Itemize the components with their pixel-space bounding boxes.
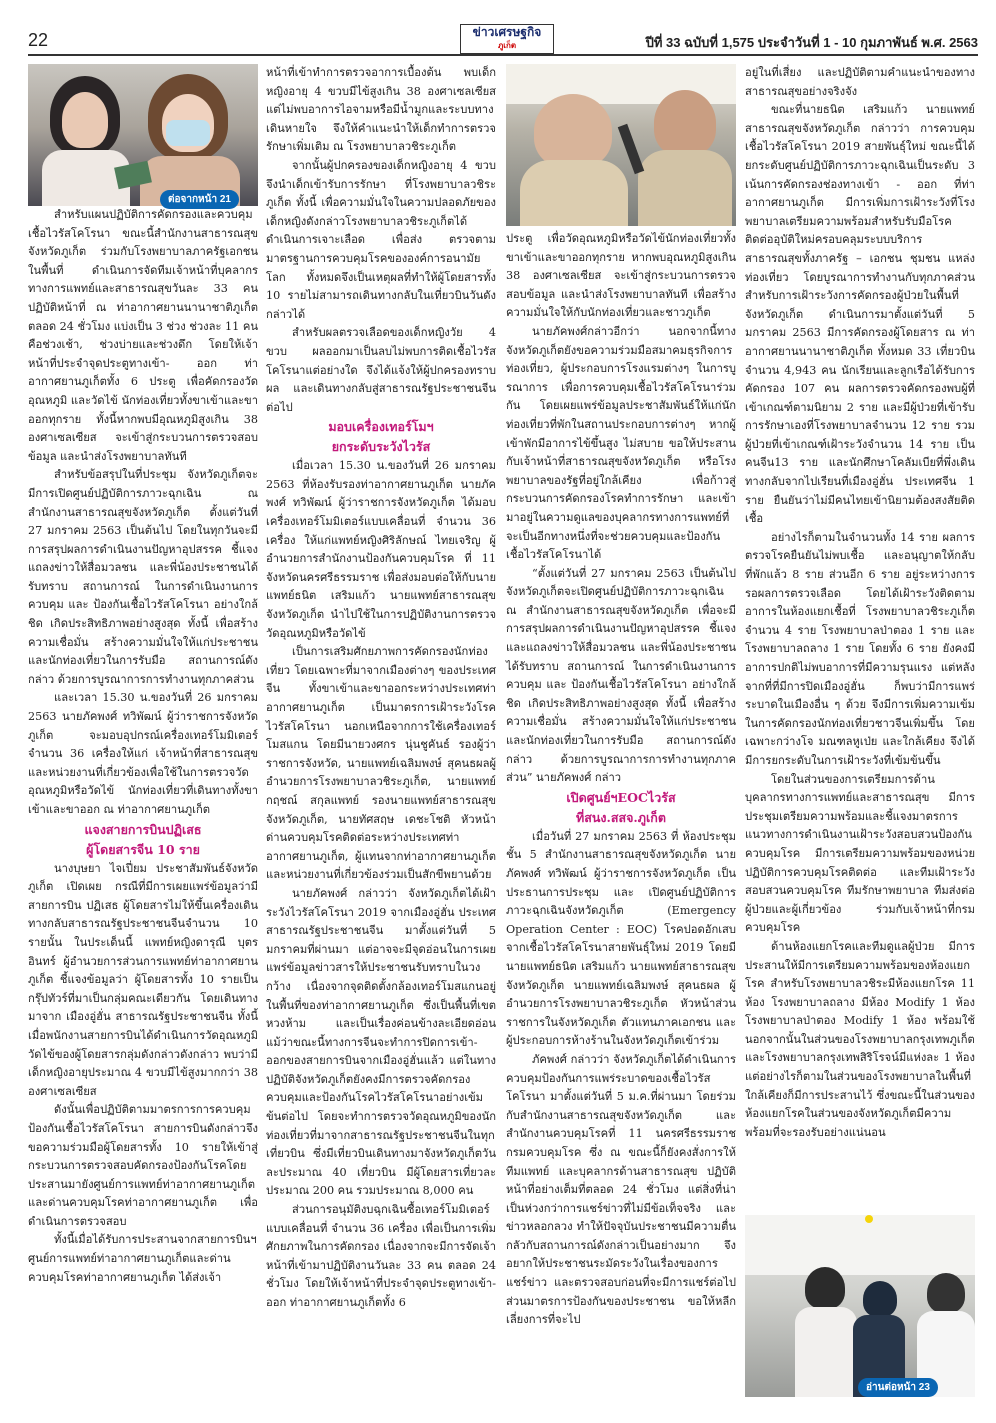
paragraph: สำหรับข้อสรุปในที่ประชุม จังหวัดภูเก็ตจะมีการเปิดศูนย์ปฏิบัติการภาวะฉุกเฉิน ณ สำนักงานสาธารณสุขจังหวัดภูเก็ต ตั้งแต่วันที่ 27 มกราคม 2563 เป็นต้นไป โดยในทุกวันจะมีการสรุปผลการดำเนินงานปัญหาอุปสรรค ชี้แจงแถลงข่าวให้สื่อมวลชน และพี่น้องประชาชนได้รับทราบ สถานการณ์ ในการดำเนินงานการควบคุม และ ป้องกันเชื้อไวรัสโคโรนา อย่างใกล้ชิด เกิดประสิทธิภาพอย่างสูงสุด ทั้งนี้ เพื่อสร้างความเชื่อมั่น สร้างความมั่นใจให้แก่ประชาชน และนักท่องเที่ยวในการรับมือ สถานการณ์ดังกล่าว ด้วยการบูรณาการการทำงานทุกภาคส่วน xyxy=(28,468,258,686)
paragraph: สำหรับแผนปฏิบัติการคัดกรองและควบคุมเชื้อไวรัสโคโรนา ขณะนี้สำนักงานสาธารณสุขจังหวัดภูเก็ต ร่วมกับโรงพยาบาลภาครัฐเอกชนในพื้นที่ ดำเนินการจัดทีมเจ้าหน้าที่บุคลากรทางการแพทย์และสาธารณสุขวันละ 33 คนปฏิบัติหน้าที่ ณ ท่าอากาศยานนานาชาติภูเก็ต ตลอด 24 ชั่วโมง แบ่งเป็น 3 ช่วง ช่วงละ 11 คน คือช่วงเช้า, ช่วงบ่ายและช่วงดึก โดยให้เจ้าหน้าที่ประจำจุดประตูทางเข้า- ออก ท่าอากาศยานภูเก็ตทั้ง 6 ประตู เพื่อคัดกรองวัดอุณหภูมิ และวัดไข้ นักท่องเที่ยวทั้งขาเข้าและขาออกทุกราย ทั้งนี้หากพบมีอุณหภูมิสูงเกิน 38 องศาเซลเซียส จะเข้าสู่กระบวนการตรวจสอบข้อมูล และนำส่งโรงพยาบาลทันที xyxy=(28,208,258,463)
subheading-eoc: เปิดศูนย์ฯEOCไวรัส ที่สนง.สสจ.ภูเก็ต xyxy=(566,789,676,825)
article-column-3 xyxy=(506,230,736,1330)
paragraph: ภัคพงศ์ กล่าวว่า จังหวัดภูเก็ตได้ดำเนินการควบคุมป้องกันการแพร่ระบาดของเชื้อไวรัสโคโรนา มาตั้งแต่วันที่ 5 ม.ค.ที่ผ่านมา โดยร่วมกับสำนักงานสาธารณสุขจังหวัดภูเก็ต และสำนักงานควบคุมโรคที่ 11 นครศรีธรรมราช กรมควบคุมโรค ซึ่ง ณ ขณะนี้ก็ยังคงสั่งการให้ทีมแพทย์ และบุคลากรด้านสาธารณสุข ปฏิบัติหน้าที่อย่างเต็มที่ตลอด 24 ชั่วโมง แต่สิ่งที่น่าเป็นห่วงกว่าการแชร์ข่าวที่ไม่มีข้อเท็จจริง และข่าวหลอกลวง ทำให้ปัจจุบันประชาชนมีความตื่นกลัวกับสถานการณ์ดังกล่าวเป็นอย่างมาก จึงอยากให้ประชาชนระมัดระวังในเรื่องของการแชร์ข่าว และตรวจสอบก่อนที่จะมีการแชร์ต่อไป ส่วนมาตรการป้องกันของประชาชน ขอให้หลีกเลี่ยงการที่จะไป xyxy=(506,1052,736,1327)
newspaper-logo xyxy=(460,24,554,54)
paragraph: ส่วนการอนุมัติงบฉุกเฉินซื้อเทอร์โมมิเตอร์แบบเคลื่อนที่ จำนวน 36 เครื่อง เพื่อเป็นการเพิ่มศักยภาพในการคัดกรอง เนื่องจากจะมีการจัดเจ้าหน้าที่เข้ามาปฏิบัติงานวันละ 33 คน ตลอด 24 ชั่วโมง โดยให้เจ้าหน้าที่ประจำจุดประตูทางเข้า- ออก ท่าอากาศยานภูเก็ตทั้ง 6 xyxy=(266,1203,496,1309)
paragraph: เมื่อวันที่ 27 มกราคม 2563 ที่ ห้องประชุมชั้น 5 สำนักงานสาธารณสุขจังหวัดภูเก็ต นายภัคพงศ์ ทวิพัฒน์ ผู้ว่าราชการจังหวัดภูเก็ต เป็นประธานการประชุม และ เปิดศูนย์ปฏิบัติการภาวะฉุกเฉินจังหวัดภูเก็ต (Emergency Operation Center : EOC) โรคปอดอักเสบจากเชื้อไวรัสโคโรนาสายพันธุ์ใหม่ 2019 โดยมี นายแพทย์ธนิต เสริมแก้ว นายแพทย์สาธารณสุขจังหวัดภูเก็ต นายแพทย์เฉลิมพงษ์ สุคนธผล ผู้อำนวยการโรงพยาบาลวชิระภูเก็ต หัวหน้าส่วนราชการในจังหวัดภูเก็ต ตัวแทนภาคเอกชน และผู้ประกอบการห้างร้านในจังหวัดภูเก็ตเข้าร่วม xyxy=(506,829,736,1048)
subheading-thermometer: มอบเครื่องเทอร์โมฯ ยกระดับระวังไวรัส xyxy=(328,419,434,455)
paragraph: นายภัคพงศ์กล่าวอีกว่า นอกจากนี้ทางจังหวัดภูเก็ตยังขอความร่วมมือสมาคมธุรกิจการท่องเที่ยว, ผู้ประกอบการโรงแรมต่างๆ ในการบูรณาการ เพื่อการควบคุมเชื้อไวรัสโคโรนาร่วมกัน โดยเผยแพร่ข้อมูลประชาสัมพันธ์ให้แก่นักท่องเที่ยวที่พักในสถานประกอบการต่างๆ หากผู้เข้าพักมีอาการไข้ขึ้นสูง ไม่สบาย ขอให้ประสานกับเจ้าหน้าที่สาธารณสุขจังหวัดภูเก็ต หรือโรงพยาบาลของรัฐที่อยู่ใกล้เคียง เพื่อก้าวสู่กระบวนการคัดกรองโรคทำการรักษา และเข้ามาอยู่ในความดูแลของบุคลากรทางการแพทย์ที่จะเป็นอีกทางหนึ่งที่จะช่วยควบคุมและป้องกันเชื้อไวรัสโคโรนาได้ xyxy=(506,324,736,562)
issue-line: ปีที่ 33 ฉบับที่ 1,575 ประจำวันที่ 1 - 10 กุมภาพันธ์ พ.ศ. 2563 xyxy=(645,35,978,50)
paragraph: จากนั้นผู้ปกครองของเด็กหญิงอายุ 4 ขวบจึงนำเด็กเข้ารับการรักษา ที่โรงพยาบาลวชิระภูเก็ต ทั้งนี้ เพื่อความมั่นใจในความปลอดภัยของเด็กหญิงดังกล่าวโรงพยาบาลวชิระภูเก็ตได้ดำเนินการเจาะเลือด เพื่อส่ง ตรวจตามมาตรฐานการควบคุมโรคขององค์การอนามัยโลก ทั้งหมดจึงเป็นเหตุผลที่ทำให้ผู้โดยสารทั้ง 10 รายไม่สามารถเดินทางกลับในเที่ยวบินวันดังกล่าวได้ xyxy=(266,158,496,321)
paragraph: เป็นการเสริมศักยภาพการคัดกรองนักท่องเที่ยว โดยเฉพาะที่มาจากเมืองต่างๆ ของประเทศจีน ทั้งขาเข้าและขาออกระหว่างประเทศท่าอากาศยานภูเก็ต เป็นมาตรการเฝ้าระวังโรคไวรัสโคโรนา นอกเหนือจากการใช้เครื่องเทอร์โมสแกน โดยมีนายวงศกร นุ่นชูคันธ์ รองผู้ว่าราชการจังหวัด, นายแพทย์เฉลิมพงษ์ สุคนธผลผู้อำนวยการโรงพยาบาลวชิระภูเก็ต, นายแพทย์กฤชณ์ สกุลแพทย์ รองนายแพทย์สาธารณสุขจังหวัดภูเก็ต, นายทัศสฤษ เดชะโชติ หัวหน้าด่านควบคุมโรคติดต่อระหว่างประเทศท่าอากาศยานภูเก็ต, ผู้แทนจากท่าอากาศยานภูเก็ต และหน่วยงานที่เกี่ยวข้องร่วมเป็นสักขีพยานด้วย xyxy=(266,645,496,882)
paragraph: สำหรับผลตรวจเลือดของเด็กหญิงวัย 4 ขวบ ผลออกมาเป็นลบไม่พบการติดเชื้อไวรัสโคโรนาแต่อย่างใด จึงได้แจ้งให้ผู้ปกครองทราบผล และเดินทางกลับสู่สาธารณรัฐประชาชนจีนต่อไป xyxy=(266,326,496,414)
paragraph: และเวลา 15.30 น.ของวันที่ 26 มกราคม 2563 นายภัคพงศ์ ทวิพัฒน์ ผู้ว่าราชการจังหวัดภูเก็ต จะมอบอุปกรณ์เครื่องเทอร์โมมิเตอร์ จำนวน 36 เครื่องให้แก่ เจ้าหน้าที่สาธารณสุขและหน่วยงานที่เกี่ยวข้องเพื่อใช้ในการตรวจวัดอุณหภูมิหรือวัดไข้ นักท่องเที่ยวที่เดินทางทั้งขาเข้าและขาออก ณ ท่าอากาศยานภูเก็ต xyxy=(28,691,258,816)
paragraph: ดังนั้นเพื่อปฏิบัติตามมาตรการการควบคุมป้องกันเชื้อไวรัสโคโรนา สายการบินดังกล่าวจึงขอความร่วมมือผู้โดยสารทั้ง 10 รายให้เข้าสู่กระบวนการตรวจสอบคัดกรองป้องกันโรคโดยประสานมายังศูนย์การแพทย์ท่าอากาศยานภูเก็ต และด่านควบคุมโรคท่าอากาศยานภูเก็ต เพื่อดำเนินการตรวจสอบ xyxy=(28,1103,258,1228)
subheading-airline-refusal: แจงสายการบินปฏิเสธ ผู้โดยสารจีน 10 ราย xyxy=(84,821,202,857)
page-header xyxy=(28,24,978,56)
paragraph: หน้าที่เข้าทำการตรวจอาการเบื้องต้น พบเด็กหญิงอายุ 4 ขวบมีไข้สูงเกิน 38 องศาเซลเซียส แต่ไม่พบอาการไอจามหรือมีน้ำมูกและระบบทางเดินหายใจ จึงให้คำแนะนำให้เด็กทำการตรวจรักษาเพิ่มเติม ณ โรงพยาบาลวชิระภูเก็ต xyxy=(266,66,496,154)
paragraph: อยู่ในที่เสี่ยง และปฏิบัติตามคำแนะนำของทางสาธารณสุขอย่างจริงจัง xyxy=(745,66,975,98)
paragraph: เมื่อเวลา 15.30 น.ของวันที่ 26 มกราคม 2563 ที่ห้องรับรองท่าอากาศยานภูเก็ต นายภัคพงศ์ ทวิพัฒน์ ผู้ว่าราชการจังหวัดภูเก็ต ได้มอบเครื่องเทอร์โมมิเตอร์แบบเคลื่อนที่ จำนวน 36 เครื่อง ให้แก่แพทย์หญิงศิริลักษณ์ ไทยเจริญ ผู้อำนวยการสำนักงานป้องกันควบคุมโรค ที่ 11 จังหวัดนครศรีธรรมราช เพื่อส่งมอบต่อให้กับนายแพทย์ธนิต เสริมแก้ว นายแพทย์สาธารณสุขจังหวัดภูเก็ต นำไปใช้ในการปฏิบัติงานการตรวจวัดอุณหภูมิหรือวัดไข้ xyxy=(266,459,496,640)
paragraph: ด้านห้องแยกโรคและทีมดูแลผู้ป่วย มีการประสานให้มีการเตรียมความพร้อมของห้องแยกโรค สำหรับโรงพยาบาลวชิระมีห้องแยกโรค 11 ห้อง โรงพยาบาลถลาง มีห้อง Modify 1 ห้อง โรงพยาบาลป่าตอง Modify 1 ห้อง พร้อมใช้ นอกจากนั้นในส่วนของโรงพยาบาลกรุงเทพภูเก็ต และโรงพยาบาลกรุงเทพสิริโรจน์มีแห่งละ 1 ห้อง แต่อย่างไรก็ตามในส่วนของโรงพยาบาลในพื้นที่ใกล้เคียงก็มีการประสานไว้ ซึ่งขณะนี้ในส่วนของห้องแยกโรคในส่วนของจังหวัดภูเก็ตมีความพร้อมที่จะรองรับอย่างแน่นอน xyxy=(745,939,975,1139)
paragraph: “ตั้งแต่วันที่ 27 มกราคม 2563 เป็นต้นไป จังหวัดภูเก็ตจะเปิดศูนย์ปฏิบัติการภาวะฉุกเฉิน ณ สำนักงานสาธารณสุขจังหวัดภูเก็ต เพื่อจะมีการสรุปผลการดำเนินงานปัญหาอุปสรรค ชี้แจง และแถลงข่าวให้สื่อมวลชน และพี่น้องประชาชน ได้รับทราบ สถานการณ์ ในการดำเนินงานการควบคุม และ ป้องกันเชื้อไวรัสโคโรนา อย่างใกล้ชิด เกิดประสิทธิภาพอย่างสูงสุด ทั้งนี้ เพื่อสร้างความเชื่อมั่น สร้างความมั่นใจให้แก่ประชาชนและนักท่องเที่ยวในการรับมือ สถานการณ์ดังกล่าว ด้วยการบูรณาการการทำงานทุกภาคส่วน” นายภัคพงศ์ กล่าว xyxy=(506,566,736,785)
paragraph: ขณะที่นายธนิต เสริมแก้ว นายแพทย์สาธารณสุขจังหวัดภูเก็ต กล่าวว่า การควบคุมเชื้อไวรัสโคโรนา 2019 สายพันธุ์ใหม่ ขณะนี้ได้ยกระดับศูนย์ปฏิบัติการภาวะฉุกเฉินเป็นระดับ 3 เน้นการคัดกรองช่องทางเข้า - ออก ที่ท่าอากาศยานภูเก็ต มีการเพิ่มการเฝ้าระวังที่โรงพยาบาลเตรียมความพร้อมสำหรับรับมือโรคติดต่ออุบัติใหม่ครอบคลุมระบบบริการสาธารณสุขทั้งภาครัฐ – เอกชน ชุมชน แหล่งท่องเที่ยว โดยบูรณาการทำงานกับทุกภาคส่วนสำหรับการเฝ้าระวังการคัดกรองผู้ป่วยในพื้นที่จังหวัดภูเก็ต ดำเนินการมาตั้งแต่วันที่ 5 มกราคม 2563 มีการคัดกรองผู้โดยสาร ณ ท่าอากาศยานนานาชาติภูเก็ต ทั้งหมด 33 เที่ยวบิน จำนวน 4,943 คน นักเรียนและลูกเรือได้รับการคัดกรอง 107 คน ผลการตรวจคัดกรองพบผู้ที่เข้าเกณฑ์ตามนิยาม 2 ราย และมีผู้ป่วยที่เข้ารับการรักษาเองที่โรงพยาบาลจำนวน 12 ราย รวมผู้ป่วยที่เข้าเกณฑ์เฝ้าระวังจำนวน 14 ราย เป็นคนจีน13 ราย และนักศึกษาโคลัมเบียที่พึ่งเดินทางกลับจากไปเรียนที่เมืองอู่ฮั่น ประเทศจีน 1 ราย ยืนยันว่าไม่มีคนไทยเข้านิยามต้องสงสัยติดเชื้อ xyxy=(745,103,975,526)
photo-officials-meeting xyxy=(506,64,736,226)
photo-tourists-masks xyxy=(28,64,258,206)
paragraph: นางบุษยา ไจเปี่ยม ประชาสัมพันธ์จังหวัดภูเก็ต เปิดเผย กรณีที่มีการเผยแพร่ข้อมูลว่ามีสายการบิน ปฏิเสธ ผู้โดยสารไม่ให้ขึ้นเครื่องเดินทางกลับสาธารณรัฐประชาชนจีนจำนวน 10 รายนั้น ในประเด็นนี้ แพทย์หญิงดารุณี บุตรอินทร์ ผู้อำนวยการส่วนการแพทย์ท่าอากาศยานภูเก็ต ชี้แจงข้อมูลว่า ผู้โดยสารทั้ง 10 รายเป็นกรุ๊ปทัวร์ที่มาเป็นกลุ่มคณะเดียวกัน โดยเดินทางมาจาก เมืองอู่ฮั่น สาธารณรัฐประชาชนจีน ทั้งนี้ เมื่อพนักงานสายการบินได้ดำเนินการวัดอุณหภูมิวัดไข้ของผู้โดยสารกลุ่มดังกล่าวดังกล่าว พบว่ามีเด็กหญิงอายุประมาณ 4 ขวบมีไข้สูงมากกว่า 38 องศาเซลเซียส xyxy=(28,861,258,1098)
logo-title: ข่าวเศรษฐกิจ xyxy=(472,25,542,39)
article-column-1 xyxy=(28,206,258,1287)
paragraph: อย่างไรก็ตามในจำนวนทั้ง 14 ราย ผลการตรวจโรคยืนยันไม่พบเชื้อ และอนุญาตให้กลับที่พักแล้ว 8 ราย ส่วนอีก 6 ราย อยู่ระหว่างการรอผลการตรวจเลือด โดยได้เฝ้าระวังติดตามอาการในห้องแยกเชื้อที่ โรงพยาบาลวชิระภูเก็ต จำนวน 4 ราย โรงพยาบาลป่าตอง 1 ราย และโรงพยาบาลถลาง 1 ราย โดยทั้ง 6 ราย ยังคงมีอาการปกติไม่พบอาการที่มีความรุนแรง แต่หลังจากที่ที่มีการปิดเมืองอู่ฮั่น ก็พบว่ามีการแพร่ระบาดในเมืองอื่น ๆ ด้วย จึงมีการเพิ่มความเข้มในการคัดกรองนักท่องเที่ยวชาวจีนเพิ่มขึ้น โดยเฉพาะกว่างโจ มณฑลหูเป่ย และใกล้เคียง จึงได้มีการยกระดับในการเฝ้าระวังที่เข้มข้นขึ้น xyxy=(745,530,975,767)
article-column-2 xyxy=(266,64,496,1313)
continued-from-tag: ต่อจากหน้า 21 xyxy=(160,190,239,209)
paragraph: ประตู เพื่อวัดอุณหภูมิหรือวัดไข้นักท่องเที่ยวทั้งขาเข้าและขาออกทุกราย หากพบอุณหภูมิสูงเกิน 38 องศาเซลเซียส จะเข้าสู่กระบวนการตรวจสอบข้อมูล และนำส่งโรงพยาบาลทันที เพื่อสร้างความมั่นใจให้กับนักท่องเที่ยวและชาวภูเก็ต xyxy=(506,232,736,320)
article-column-4 xyxy=(745,64,975,1142)
paragraph: นายภัคพงศ์ กล่าวว่า จังหวัดภูเก็ตได้เฝ้าระวังไวรัสโคโรนา 2019 จากเมืองอู่ฮั่น ประเทศสาธารณรัฐประชาชนจีน มาตั้งแต่วันที่ 5 มกราคมที่ผ่านมา แต่อาจจะมีจุดอ่อนในการเผยแพร่ข้อมูลข่าวสารให้ประชาชนรับทราบในวงกว้าง เนื่องจากจุดติดตั้งกล้องเทอร์โมสแกนอยู่ในพื้นที่ของท่าอากาศยานภูเก็ต ซึ่งเป็นพื้นที่เขตหวงห้าม และเป็นเรื่องค่อนข้างละเอียดอ่อน แม้ว่าขณะนี้ทางการจีนจะทำการปิดการเข้า-ออกของสายการบินจากเมืองอู่ฮั่นแล้ว แต่ในทางปฏิบัติจังหวัดภูเก็ตยังคงมีการตรวจคัดกรองควบคุมและป้องกันโรคไวรัสโคโรนาอย่างเข้มข้นต่อไป โดยจะทำการตรวจวัดอุณหภูมิของนักท่องเที่ยวที่มาจากสาธารณรัฐประชาชนจีนในทุกเที่ยวบิน ซึ่งมีเที่ยวบินเดินทางมาจังหวัดภูเก็ตวันละประมาณ 40 เที่ยวบิน มีผู้โดยสารเที่ยวละประมาณ 200 คน รวมประมาณ 8,000 คน xyxy=(266,886,496,1198)
photo-airport-screening xyxy=(745,1215,975,1397)
paragraph: ทั้งนี้เมื่อได้รับการประสานจากสายการบินฯ ศูนย์การแพทย์ท่าอากาศยานภูเก็ตและด่านควบคุมโรคท่าอากาศยานภูเก็ต ได้ส่งเจ้า xyxy=(28,1233,257,1284)
logo-subtitle: ภูเก็ต xyxy=(497,41,517,50)
page-number: 22 xyxy=(28,30,49,50)
continued-on-tag: อ่านต่อหน้า 23 xyxy=(858,1378,938,1397)
paragraph: โดยในส่วนของการเตรียมการด้านบุคลากรทางการแพทย์และสาธารณสุข มีการประชุมเตรียมความพร้อมและชี้แจงมาตรการแนวทางการดำเนินงานเฝ้าระวังสอบสวนป้องกันควบคุมโรค มีการเตรียมความพร้อมของหน่วยปฏิบัติการควบคุมโรคติดต่อ และทีมเฝ้าระวังสอบสวนควบคุมโรค ทีมรักษาพยาบาล ทีมส่งต่อผู้ป่วยและผู้เกี่ยวข้อง ร่วมกับเจ้าหน้าที่กรมควบคุมโรค xyxy=(745,772,975,935)
